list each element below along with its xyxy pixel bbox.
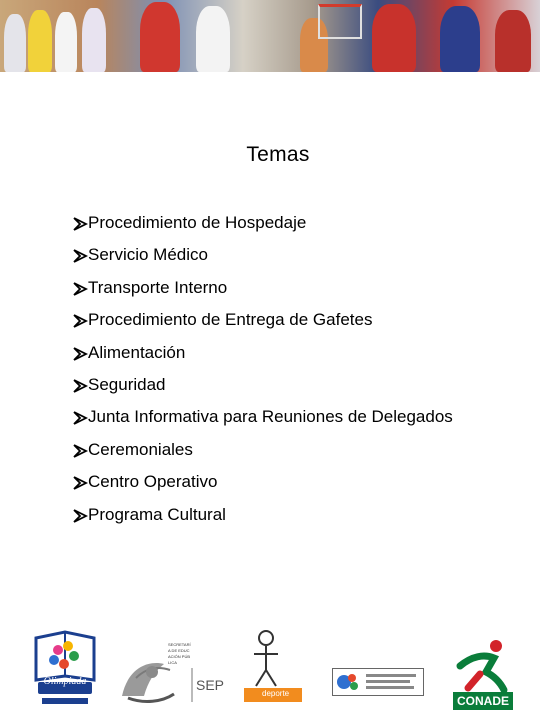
athlete-figure [55, 12, 77, 72]
footer-logos [0, 620, 540, 720]
list-item [72, 469, 453, 501]
athlete-figure [440, 6, 480, 72]
list-item [72, 372, 453, 404]
arrowhead-bullet-icon [72, 340, 88, 366]
athlete-figure [28, 10, 52, 72]
arrowhead-bullet-icon [72, 372, 88, 398]
deporte-logo-text: deporte [262, 689, 290, 698]
arrowhead-bullet-icon [72, 275, 88, 301]
svg-text:SEP: SEP [196, 677, 225, 693]
topic-label: Procedimiento de Hospedaje [88, 213, 307, 232]
athlete-figure [372, 4, 416, 72]
arrowhead-bullet-icon [72, 502, 88, 528]
list-item [72, 210, 453, 242]
topic-label: Centro Operativo [88, 472, 218, 492]
olimpiada-nacional-logo-icon [30, 628, 100, 708]
arrowhead-bullet-icon [72, 307, 88, 333]
arrowhead-bullet-icon [72, 210, 88, 236]
list-item [72, 404, 453, 436]
topic-label: Ceremoniales [88, 439, 193, 459]
list-item [72, 307, 453, 339]
page-title: Temas [246, 143, 310, 166]
conade-logo-text: CONADE [456, 694, 509, 708]
topic-label: Junta Informativa para Reuniones de Delegados [88, 407, 453, 427]
athlete-figure [140, 2, 180, 72]
basketball-hoop [318, 4, 362, 39]
list-item [72, 502, 453, 534]
arrowhead-bullet-icon [72, 437, 88, 463]
athlete-figure [495, 10, 531, 72]
arrowhead-bullet-icon [72, 242, 88, 268]
topic-label: Seguridad [88, 374, 166, 394]
topic-label: Transporte Interno [88, 277, 228, 297]
topic-label: Programa Cultural [88, 504, 226, 524]
sep-logo-icon [114, 638, 225, 710]
athlete-figure [82, 8, 106, 72]
topic-label: Servicio Médico [88, 245, 208, 265]
topics-list [72, 210, 453, 534]
arrowhead-bullet-icon [72, 404, 88, 430]
red-nacional-logo-icon [332, 668, 424, 696]
athlete-figure [4, 14, 26, 72]
arrowhead-bullet-icon [72, 469, 88, 495]
olimpiada-logo-text: Olimpiada [43, 676, 87, 687]
topic-label: Procedimiento de Entrega de Gafetes [88, 310, 373, 330]
list-item [72, 340, 453, 372]
athlete-figure [196, 6, 230, 72]
list-item [72, 242, 453, 274]
topic-label: Alimentación [88, 342, 186, 362]
list-item [72, 437, 453, 469]
sep-logo-text: SECRETARÍA DE EDUCACIÓN PÚBLICA [168, 642, 191, 665]
header-photo-banner [0, 0, 540, 72]
list-item [72, 275, 453, 307]
